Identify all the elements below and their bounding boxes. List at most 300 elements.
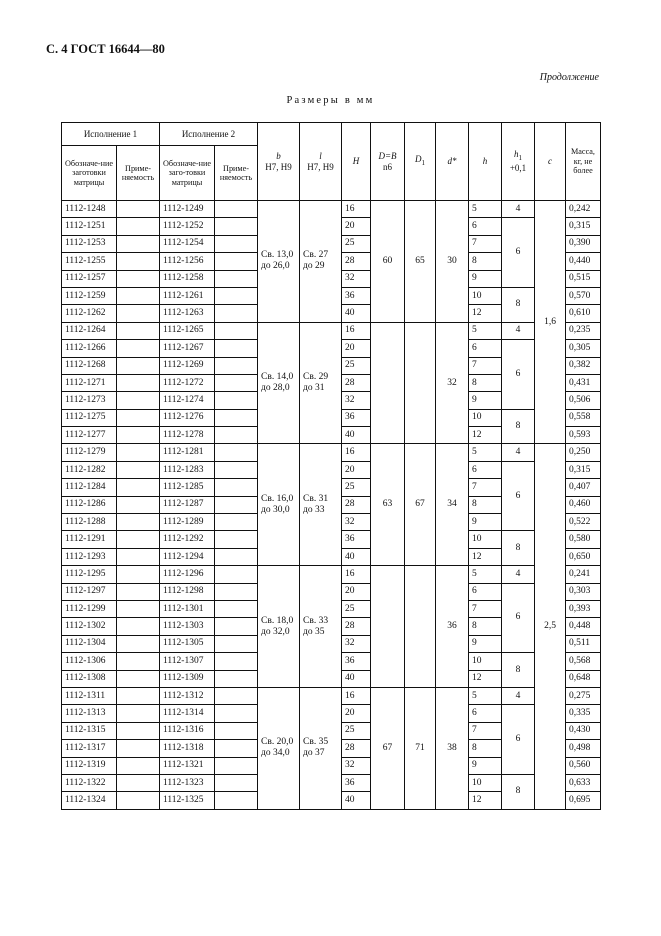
cell-isp2-designation: 1112-1296 xyxy=(160,566,215,583)
header-D: D=B n6 xyxy=(371,123,405,201)
cell-b-range: Св. 13,0 до 26,0 xyxy=(258,201,300,323)
cell-H: 32 xyxy=(342,514,371,531)
cell-d: 30 xyxy=(436,201,469,323)
cell-D1: 71 xyxy=(405,687,436,809)
cell-H: 36 xyxy=(342,409,371,426)
cell-c: 2,5 xyxy=(535,444,566,809)
cell-mass: 0,522 xyxy=(566,514,601,531)
cell-h: 10 xyxy=(469,287,502,304)
cell-h1: 8 xyxy=(502,287,535,322)
cell-isp1-usage xyxy=(117,270,160,287)
table-caption: Размеры в мм xyxy=(286,95,375,106)
cell-D1: 65 xyxy=(405,201,436,323)
cell-H: 16 xyxy=(342,322,371,339)
cell-h: 6 xyxy=(469,461,502,478)
cell-h: 10 xyxy=(469,774,502,791)
cell-h: 9 xyxy=(469,635,502,652)
cell-isp1-usage xyxy=(117,548,160,565)
cell-isp2-usage xyxy=(215,531,258,548)
cell-h: 7 xyxy=(469,479,502,496)
cell-isp1-designation: 1112-1295 xyxy=(62,566,117,583)
header-d: d* xyxy=(436,123,469,201)
cell-h: 7 xyxy=(469,235,502,252)
table-row xyxy=(62,566,601,583)
cell-l-range: Св. 29 до 31 xyxy=(300,322,342,444)
cell-h: 6 xyxy=(469,340,502,357)
cell-l-range: Св. 27 до 29 xyxy=(300,201,342,323)
cell-isp2-designation: 1112-1307 xyxy=(160,653,215,670)
cell-h: 10 xyxy=(469,531,502,548)
cell-h1: 6 xyxy=(502,340,535,410)
cell-isp2-designation: 1112-1249 xyxy=(160,201,215,218)
cell-b-range: Св. 18,0 до 32,0 xyxy=(258,566,300,688)
cell-isp2-designation: 1112-1272 xyxy=(160,374,215,391)
cell-H: 40 xyxy=(342,548,371,565)
cell-isp1-usage xyxy=(117,201,160,218)
cell-h: 12 xyxy=(469,427,502,444)
cell-h1: 8 xyxy=(502,774,535,809)
cell-isp2-designation: 1112-1267 xyxy=(160,340,215,357)
cell-H: 36 xyxy=(342,531,371,548)
cell-isp2-designation: 1112-1321 xyxy=(160,757,215,774)
header-usage1: Приме-няемость xyxy=(117,146,160,201)
cell-mass: 0,305 xyxy=(566,340,601,357)
cell-isp2-designation: 1112-1256 xyxy=(160,253,215,270)
cell-isp2-usage xyxy=(215,740,258,757)
cell-isp2-designation: 1112-1312 xyxy=(160,687,215,704)
cell-isp1-designation: 1112-1282 xyxy=(62,461,117,478)
cell-isp2-designation: 1112-1252 xyxy=(160,218,215,235)
cell-h1: 4 xyxy=(502,566,535,583)
cell-isp2-usage xyxy=(215,496,258,513)
cell-h: 7 xyxy=(469,722,502,739)
cell-h: 8 xyxy=(469,740,502,757)
cell-isp1-usage xyxy=(117,670,160,687)
cell-D: 63 xyxy=(371,444,405,566)
cell-isp1-designation: 1112-1264 xyxy=(62,322,117,339)
cell-d: 34 xyxy=(436,444,469,566)
cell-mass: 0,407 xyxy=(566,479,601,496)
cell-h: 8 xyxy=(469,374,502,391)
cell-H: 36 xyxy=(342,653,371,670)
cell-isp1-usage xyxy=(117,357,160,374)
cell-mass: 0,506 xyxy=(566,392,601,409)
cell-mass: 0,560 xyxy=(566,757,601,774)
table-row xyxy=(62,444,601,461)
cell-isp2-usage xyxy=(215,705,258,722)
cell-isp1-designation: 1112-1248 xyxy=(62,201,117,218)
cell-l-range: Св. 31 до 33 xyxy=(300,444,342,566)
cell-isp1-usage xyxy=(117,305,160,322)
cell-h1: 6 xyxy=(502,705,535,775)
cell-h1: 6 xyxy=(502,218,535,288)
cell-H: 28 xyxy=(342,618,371,635)
cell-h: 9 xyxy=(469,757,502,774)
cell-isp2-designation: 1112-1314 xyxy=(160,705,215,722)
cell-isp2-usage xyxy=(215,235,258,252)
header-designation1: Обозначе-ние заготовки матрицы xyxy=(62,146,117,201)
cell-isp2-designation: 1112-1258 xyxy=(160,270,215,287)
cell-isp2-designation: 1112-1287 xyxy=(160,496,215,513)
cell-isp1-usage xyxy=(117,287,160,304)
cell-d: 38 xyxy=(436,687,469,809)
cell-isp1-designation: 1112-1259 xyxy=(62,287,117,304)
cell-isp1-designation: 1112-1308 xyxy=(62,670,117,687)
cell-isp2-designation: 1112-1285 xyxy=(160,479,215,496)
cell-d: 32 xyxy=(436,322,469,444)
cell-H: 20 xyxy=(342,583,371,600)
cell-D1: 67 xyxy=(405,444,436,566)
cell-isp2-designation: 1112-1269 xyxy=(160,357,215,374)
cell-isp1-designation: 1112-1297 xyxy=(62,583,117,600)
cell-isp1-usage xyxy=(117,653,160,670)
cell-isp2-designation: 1112-1309 xyxy=(160,670,215,687)
cell-isp1-designation: 1112-1273 xyxy=(62,392,117,409)
header-designation2: Обозначе-ние заго-товки матрицы xyxy=(160,146,215,201)
cell-isp1-usage xyxy=(117,253,160,270)
cell-isp1-usage xyxy=(117,531,160,548)
cell-h: 5 xyxy=(469,566,502,583)
cell-D-empty xyxy=(371,322,405,444)
header-h1: $h_1$ +0,1 xyxy=(502,123,535,201)
cell-H: 25 xyxy=(342,479,371,496)
cell-isp1-designation: 1112-1286 xyxy=(62,496,117,513)
cell-isp1-usage xyxy=(117,600,160,617)
cell-c: 1,6 xyxy=(535,201,566,444)
cell-H: 20 xyxy=(342,340,371,357)
cell-d: 36 xyxy=(436,566,469,688)
cell-isp1-usage xyxy=(117,235,160,252)
cell-isp1-usage xyxy=(117,757,160,774)
cell-isp2-usage xyxy=(215,305,258,322)
cell-isp2-usage xyxy=(215,757,258,774)
cell-isp1-usage xyxy=(117,722,160,739)
cell-isp2-designation: 1112-1303 xyxy=(160,618,215,635)
cell-mass: 0,315 xyxy=(566,461,601,478)
cell-h: 5 xyxy=(469,322,502,339)
cell-h: 5 xyxy=(469,444,502,461)
cell-isp2-usage xyxy=(215,635,258,652)
cell-mass: 0,393 xyxy=(566,600,601,617)
cell-mass: 0,303 xyxy=(566,583,601,600)
cell-isp1-designation: 1112-1266 xyxy=(62,340,117,357)
cell-H: 32 xyxy=(342,270,371,287)
cell-mass: 0,511 xyxy=(566,635,601,652)
header-b: b H7, H9 xyxy=(258,123,300,201)
cell-isp1-usage xyxy=(117,740,160,757)
cell-h: 7 xyxy=(469,600,502,617)
cell-H: 40 xyxy=(342,305,371,322)
cell-isp2-designation: 1112-1289 xyxy=(160,514,215,531)
cell-isp1-usage xyxy=(117,514,160,531)
cell-mass: 0,242 xyxy=(566,201,601,218)
cell-isp2-usage xyxy=(215,357,258,374)
cell-h: 10 xyxy=(469,409,502,426)
cell-H: 20 xyxy=(342,461,371,478)
cell-h: 8 xyxy=(469,253,502,270)
cell-isp2-usage xyxy=(215,427,258,444)
cell-isp1-usage xyxy=(117,444,160,461)
cell-isp2-designation: 1112-1316 xyxy=(160,722,215,739)
cell-isp2-designation: 1112-1318 xyxy=(160,740,215,757)
cell-isp1-usage xyxy=(117,792,160,809)
cell-b-range: Св. 16,0 до 30,0 xyxy=(258,444,300,566)
cell-isp1-designation: 1112-1257 xyxy=(62,270,117,287)
cell-mass: 0,390 xyxy=(566,235,601,252)
cell-H: 36 xyxy=(342,287,371,304)
cell-H: 40 xyxy=(342,427,371,444)
cell-D1-empty xyxy=(405,322,436,444)
cell-isp2-usage xyxy=(215,322,258,339)
cell-isp2-designation: 1112-1278 xyxy=(160,427,215,444)
cell-isp1-designation: 1112-1255 xyxy=(62,253,117,270)
cell-isp2-designation: 1112-1325 xyxy=(160,792,215,809)
cell-isp2-usage xyxy=(215,201,258,218)
cell-isp2-usage xyxy=(215,548,258,565)
cell-isp2-usage xyxy=(215,774,258,791)
cell-l-range: Св. 33 до 35 xyxy=(300,566,342,688)
cell-isp2-designation: 1112-1276 xyxy=(160,409,215,426)
cell-isp1-usage xyxy=(117,322,160,339)
cell-h1: 4 xyxy=(502,322,535,339)
header-h: h xyxy=(469,123,502,201)
cell-isp1-designation: 1112-1253 xyxy=(62,235,117,252)
cell-H: 16 xyxy=(342,201,371,218)
cell-isp1-usage xyxy=(117,583,160,600)
cell-D: 60 xyxy=(371,201,405,323)
cell-isp2-designation: 1112-1283 xyxy=(160,461,215,478)
cell-isp1-designation: 1112-1277 xyxy=(62,427,117,444)
cell-mass: 0,431 xyxy=(566,374,601,391)
cell-H: 28 xyxy=(342,496,371,513)
cell-b-range: Св. 20,0 до 34,0 xyxy=(258,687,300,809)
cell-isp1-usage xyxy=(117,566,160,583)
cell-h: 7 xyxy=(469,357,502,374)
cell-H: 40 xyxy=(342,792,371,809)
cell-isp1-designation: 1112-1291 xyxy=(62,531,117,548)
cell-h1: 8 xyxy=(502,653,535,688)
cell-mass: 0,593 xyxy=(566,427,601,444)
cell-h: 9 xyxy=(469,514,502,531)
cell-isp1-designation: 1112-1313 xyxy=(62,705,117,722)
cell-isp1-designation: 1112-1319 xyxy=(62,757,117,774)
table-row xyxy=(62,322,601,339)
cell-mass: 0,275 xyxy=(566,687,601,704)
cell-h: 9 xyxy=(469,270,502,287)
cell-isp2-usage xyxy=(215,618,258,635)
cell-h: 6 xyxy=(469,705,502,722)
cell-D-empty xyxy=(371,566,405,688)
cell-h1: 8 xyxy=(502,409,535,444)
header-D1: $D_1$ xyxy=(405,123,436,201)
cell-H: 28 xyxy=(342,374,371,391)
cell-h1: 6 xyxy=(502,461,535,531)
header-l: l H7, H9 xyxy=(300,123,342,201)
cell-isp2-usage xyxy=(215,583,258,600)
cell-isp2-usage xyxy=(215,374,258,391)
cell-H: 28 xyxy=(342,740,371,757)
cell-isp2-usage xyxy=(215,218,258,235)
header-isp2: Исполнение 2 xyxy=(160,123,258,146)
cell-mass: 0,648 xyxy=(566,670,601,687)
cell-isp1-usage xyxy=(117,374,160,391)
cell-isp1-usage xyxy=(117,409,160,426)
cell-h: 5 xyxy=(469,201,502,218)
header-mass: Масса, кг, не более xyxy=(566,123,601,201)
cell-h: 10 xyxy=(469,653,502,670)
cell-b-range: Св. 14,0 до 28,0 xyxy=(258,322,300,444)
cell-D1-empty xyxy=(405,566,436,688)
dimensions-table xyxy=(61,122,601,810)
cell-isp1-usage xyxy=(117,618,160,635)
cell-H: 16 xyxy=(342,687,371,704)
cell-mass: 0,610 xyxy=(566,305,601,322)
cell-isp2-designation: 1112-1261 xyxy=(160,287,215,304)
cell-isp2-designation: 1112-1301 xyxy=(160,600,215,617)
cell-isp1-designation: 1112-1251 xyxy=(62,218,117,235)
cell-isp2-designation: 1112-1274 xyxy=(160,392,215,409)
table-row xyxy=(62,201,601,218)
cell-isp1-usage xyxy=(117,687,160,704)
cell-h: 12 xyxy=(469,548,502,565)
cell-h: 9 xyxy=(469,392,502,409)
cell-mass: 0,515 xyxy=(566,270,601,287)
cell-isp2-designation: 1112-1254 xyxy=(160,235,215,252)
cell-isp2-designation: 1112-1292 xyxy=(160,531,215,548)
cell-isp1-usage xyxy=(117,340,160,357)
cell-H: 25 xyxy=(342,235,371,252)
cell-h: 8 xyxy=(469,496,502,513)
cell-H: 32 xyxy=(342,635,371,652)
cell-isp2-usage xyxy=(215,287,258,304)
cell-isp2-designation: 1112-1323 xyxy=(160,774,215,791)
cell-isp2-usage xyxy=(215,653,258,670)
cell-isp2-designation: 1112-1294 xyxy=(160,548,215,565)
cell-isp1-designation: 1112-1271 xyxy=(62,374,117,391)
cell-mass: 0,568 xyxy=(566,653,601,670)
cell-isp2-usage xyxy=(215,687,258,704)
cell-H: 20 xyxy=(342,705,371,722)
cell-mass: 0,235 xyxy=(566,322,601,339)
cell-isp2-usage xyxy=(215,270,258,287)
header-H: H xyxy=(342,123,371,201)
cell-h: 12 xyxy=(469,792,502,809)
cell-isp1-usage xyxy=(117,496,160,513)
cell-isp2-usage xyxy=(215,722,258,739)
cell-mass: 0,633 xyxy=(566,774,601,791)
cell-mass: 0,382 xyxy=(566,357,601,374)
cell-mass: 0,650 xyxy=(566,548,601,565)
cell-H: 40 xyxy=(342,670,371,687)
cell-isp1-usage xyxy=(117,427,160,444)
cell-isp1-designation: 1112-1324 xyxy=(62,792,117,809)
cell-H: 20 xyxy=(342,218,371,235)
cell-H: 16 xyxy=(342,444,371,461)
cell-isp1-designation: 1112-1306 xyxy=(62,653,117,670)
cell-isp2-usage xyxy=(215,253,258,270)
cell-h: 6 xyxy=(469,218,502,235)
cell-isp1-designation: 1112-1279 xyxy=(62,444,117,461)
cell-isp2-usage xyxy=(215,392,258,409)
cell-H: 36 xyxy=(342,774,371,791)
cell-isp1-designation: 1112-1268 xyxy=(62,357,117,374)
cell-isp1-designation: 1112-1284 xyxy=(62,479,117,496)
cell-isp2-usage xyxy=(215,444,258,461)
header-usage2: Приме-няемость xyxy=(215,146,258,201)
cell-isp2-designation: 1112-1263 xyxy=(160,305,215,322)
cell-isp1-usage xyxy=(117,479,160,496)
cell-mass: 0,241 xyxy=(566,566,601,583)
cell-H: 25 xyxy=(342,357,371,374)
cell-isp1-designation: 1112-1288 xyxy=(62,514,117,531)
cell-isp1-designation: 1112-1311 xyxy=(62,687,117,704)
cell-mass: 0,430 xyxy=(566,722,601,739)
cell-h: 12 xyxy=(469,670,502,687)
cell-isp2-designation: 1112-1265 xyxy=(160,322,215,339)
cell-mass: 0,558 xyxy=(566,409,601,426)
cell-isp1-designation: 1112-1317 xyxy=(62,740,117,757)
cell-h1: 8 xyxy=(502,531,535,566)
cell-mass: 0,570 xyxy=(566,287,601,304)
cell-isp2-usage xyxy=(215,340,258,357)
cell-isp1-usage xyxy=(117,705,160,722)
cell-mass: 0,315 xyxy=(566,218,601,235)
cell-H: 28 xyxy=(342,253,371,270)
cell-mass: 0,498 xyxy=(566,740,601,757)
cell-h: 5 xyxy=(469,687,502,704)
cell-isp2-designation: 1112-1298 xyxy=(160,583,215,600)
cell-mass: 0,460 xyxy=(566,496,601,513)
cell-h: 8 xyxy=(469,618,502,635)
cell-mass: 0,440 xyxy=(566,253,601,270)
cell-isp2-usage xyxy=(215,600,258,617)
cell-H: 25 xyxy=(342,722,371,739)
cell-isp1-designation: 1112-1293 xyxy=(62,548,117,565)
cell-isp2-designation: 1112-1281 xyxy=(160,444,215,461)
cell-isp1-usage xyxy=(117,461,160,478)
cell-isp1-designation: 1112-1304 xyxy=(62,635,117,652)
cell-h1: 4 xyxy=(502,687,535,704)
cell-h1: 4 xyxy=(502,201,535,218)
cell-isp2-usage xyxy=(215,670,258,687)
cell-isp1-usage xyxy=(117,392,160,409)
cell-isp1-usage xyxy=(117,218,160,235)
cell-isp2-usage xyxy=(215,461,258,478)
cell-isp1-designation: 1112-1315 xyxy=(62,722,117,739)
cell-isp2-usage xyxy=(215,792,258,809)
cell-isp1-usage xyxy=(117,774,160,791)
cell-isp2-usage xyxy=(215,566,258,583)
cell-isp1-designation: 1112-1322 xyxy=(62,774,117,791)
cell-H: 32 xyxy=(342,392,371,409)
cell-H: 16 xyxy=(342,566,371,583)
cell-mass: 0,250 xyxy=(566,444,601,461)
cell-D: 67 xyxy=(371,687,405,809)
cell-isp1-usage xyxy=(117,635,160,652)
cell-mass: 0,695 xyxy=(566,792,601,809)
cell-isp2-designation: 1112-1305 xyxy=(160,635,215,652)
continuation-label: Продолжение xyxy=(539,72,599,83)
cell-mass: 0,335 xyxy=(566,705,601,722)
cell-h1: 4 xyxy=(502,444,535,461)
cell-isp1-designation: 1112-1262 xyxy=(62,305,117,322)
cell-H: 25 xyxy=(342,600,371,617)
header-isp1: Исполнение 1 xyxy=(62,123,160,146)
cell-isp1-designation: 1112-1302 xyxy=(62,618,117,635)
cell-mass: 0,448 xyxy=(566,618,601,635)
table-row xyxy=(62,687,601,704)
header-c: c xyxy=(535,123,566,201)
